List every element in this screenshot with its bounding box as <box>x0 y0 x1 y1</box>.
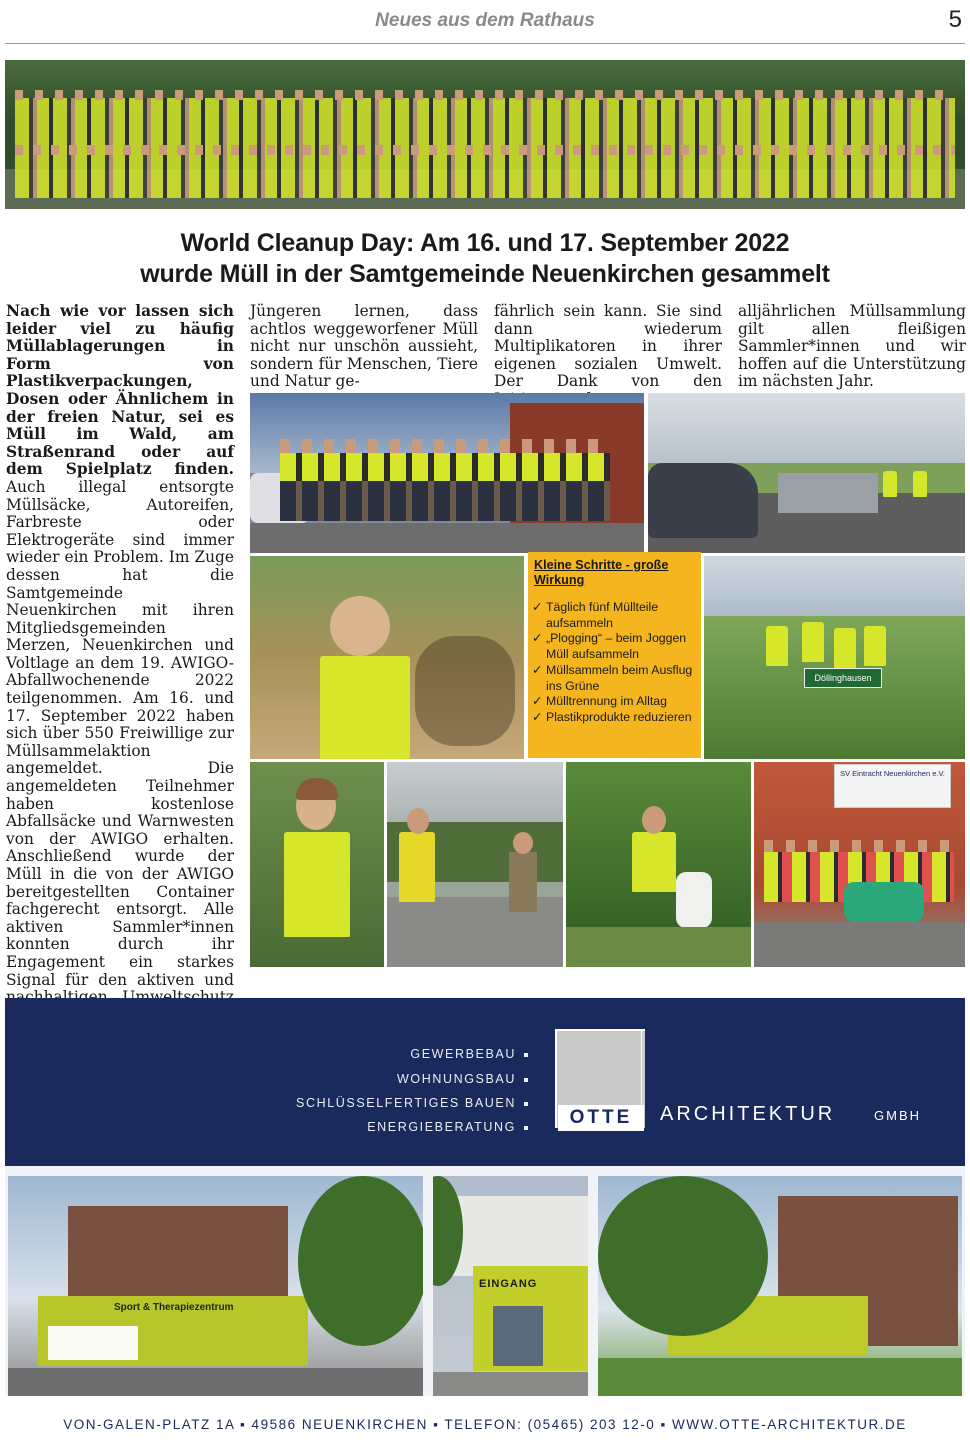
ad-address: VON-GALEN-PLATZ 1A ▪ 49586 NEUENKIRCHEN ▪ TELEFON: (05465) 203 12-0 ▪ WWW.OTTE-ARCHITEKTUR.DE <box>63 1417 907 1432</box>
town-sign: Döllinghausen <box>804 668 882 688</box>
photo-two-volunteers <box>387 762 563 967</box>
tip-item: ✓ Täglich fünf Müllteile aufsammeln <box>532 600 659 630</box>
check-icon: ✓ <box>532 662 543 677</box>
logo-wordmark: OTTE <box>558 1105 644 1131</box>
photo-trailer-field <box>648 393 965 553</box>
bullet-icon <box>524 1126 528 1130</box>
club-sign: SV Eintracht Neuenkirchen e.V. <box>834 764 951 808</box>
photo-girl-vest <box>250 762 384 967</box>
check-icon: ✓ <box>532 631 543 646</box>
logo-rule-vertical <box>641 1029 642 1131</box>
headline-line-2: wurde Müll in der Samtgemeinde Neuenkirchen gesammelt <box>140 260 830 288</box>
tip-item: ✓ „Plogging“ – beim Joggen Müll aufsammeln <box>532 631 687 662</box>
tips-list <box>532 600 700 726</box>
article-body-1: Auch illegal entsorgte Müllsäcke, Autoreifen, Farbreste oder Elektrogeräte sind immer wieder ein Problem. Im Zuge dessen hat die Samtgemeinde Neuenkirchen mit ihren Mitgliedsgemeinden Merzen, Neuenkirchen und Voltlage an dem 19. AWIGO-Abfallwochenende 2022 teilgenommen. Am 16. und 17. September 2022 haben sich über 550 Freiwillige zur Müllsammelaktion angemeldet. Die angemeldeten Teilnehmer haben kostenlose Abfallsäcke und Warnwesten von der AWIGO erhalten. Anschließend wurde der Müll in die von der AWIGO bereitgestellten Container fachgerecht entsorgt. Alle aktiven Sammler*innen konnten durch ihr Engagement ein starkes Signal für den aktiven und <box>6 477 234 989</box>
check-icon: ✓ <box>532 709 543 724</box>
bullet-icon <box>524 1053 528 1057</box>
ad-service-1: GEWERBEBAU <box>410 1047 528 1061</box>
article-column-1 <box>6 303 234 1112</box>
photo-town-sign <box>704 556 965 759</box>
header-divider <box>5 43 965 44</box>
photo-girl-with-bag <box>566 762 751 967</box>
photo-building-green <box>598 1176 962 1398</box>
ad-service-3: SCHLÜSSELFERTIGES BAUEN <box>296 1096 528 1110</box>
article-headline <box>0 228 970 290</box>
tips-title: Kleine Schritte - große Wirkung <box>534 558 669 587</box>
tip-item: ✓ Mülltrennung im Alltag <box>532 694 667 709</box>
article-column-2: Jüngeren lernen, dass achtlos weggeworfener Müll nicht nur unschön aussieht, sondern für Menschen, Tiere und Natur ge- <box>250 302 478 391</box>
article-column-3: fährlich sein kann. Sie sind dann wiederum Multiplikatoren in ihrer eigenen sozialen Umwelt. Der Dank von den <box>494 302 722 391</box>
tips-box <box>528 552 701 758</box>
photo-club-group <box>754 762 965 967</box>
group-photo <box>5 60 965 209</box>
section-header: Neues aus dem Rathaus <box>375 10 595 31</box>
bullet-icon <box>524 1102 528 1106</box>
photo-child-collecting <box>250 556 524 759</box>
article-column-4: alljährlichen Müllsammlung gilt allen fleißigen Sammler*innen und wir hoffen auf die Unterstützung im nächsten Jahr. <box>738 302 966 391</box>
bullet-icon <box>524 1078 528 1082</box>
company-suffix: GMBH <box>874 1108 921 1123</box>
photo-building-sport-center <box>8 1176 423 1398</box>
ad-service-2: WOHNUNGSBAU <box>397 1072 528 1086</box>
check-icon: ✓ <box>532 694 543 709</box>
headline-line-1: World Cleanup Day: Am 16. und 17. September 2022 <box>180 229 790 257</box>
article-lead: Nach wie vor lassen sich leider viel zu häufig Müllablagerungen in Form von Plastikverpackungen, Dosen oder Ähnlichem in der freien Natur, sei es Müll im Wald, am Straßenrand oder auf dem Spielplatz finden. <box>6 302 234 479</box>
tip-item: ✓ Müllsammeln beim Ausflug ins Grüne <box>532 662 693 693</box>
check-icon: ✓ <box>532 600 543 614</box>
ad-service-4: ENERGIEBERATUNG <box>367 1120 528 1134</box>
company-name: ARCHITEKTUR <box>660 1103 836 1125</box>
photo-group-with-cars <box>250 393 644 553</box>
photo-building-entrance <box>433 1176 588 1398</box>
tip-item: ✓ Plastikprodukte reduzieren <box>532 709 692 724</box>
building-sign-1: Sport & Therapiezentrum <box>114 1302 234 1313</box>
building-sign-2: EINGANG <box>479 1278 538 1290</box>
page-number: 5 <box>948 6 962 33</box>
